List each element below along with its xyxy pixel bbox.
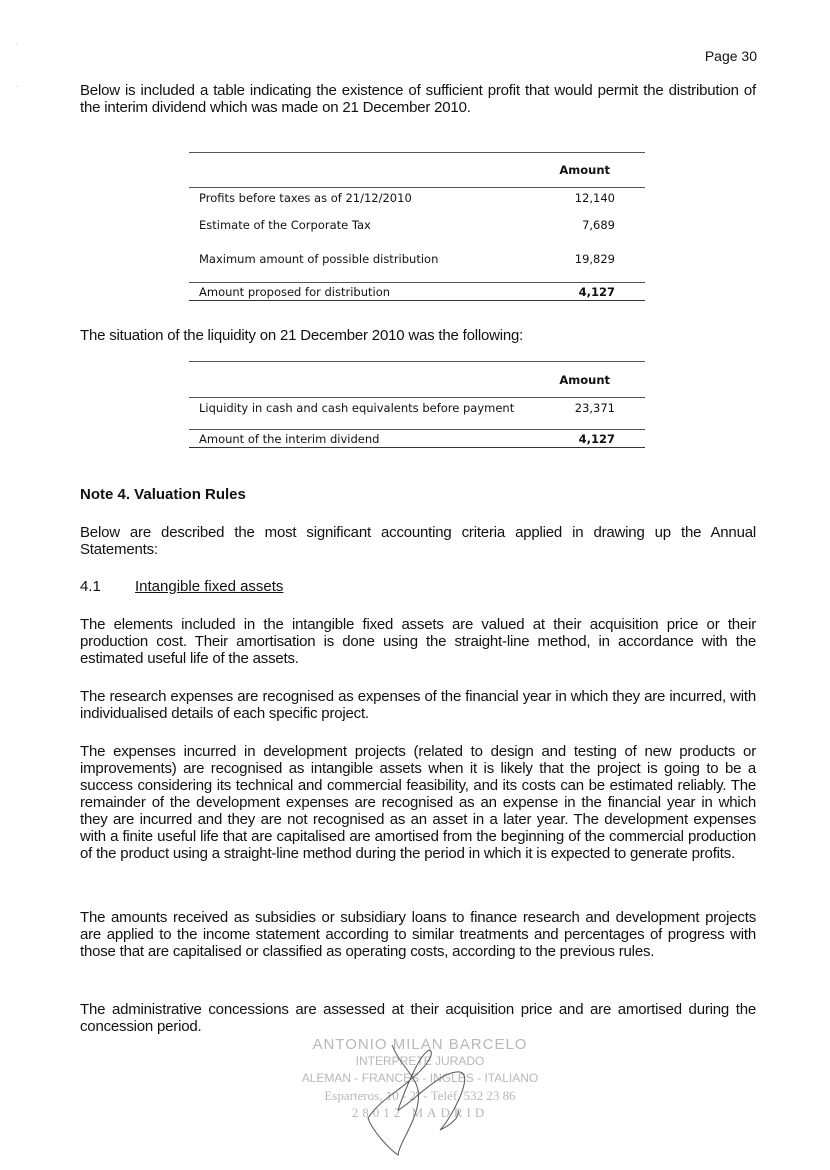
paragraph-research: The research expenses are recognised as expenses of the financial year in which they are incurred, with individualised details of each specific project.	[80, 688, 756, 722]
table-row	[189, 242, 645, 276]
paragraph-subsidies: The amounts received as subsidies or subsidiary loans to finance research and development projects are applied to the income statement according to similar treatments and percentages of progress with those that are capitalised or classified as operating costs, according to the previous rules.	[80, 909, 756, 960]
stamp-city: 28012 MADRID	[351, 1105, 489, 1120]
table-row	[189, 208, 645, 242]
total-label: Amount of the interim dividend	[199, 431, 380, 446]
signature-icon	[300, 1030, 540, 1160]
row-value: 23,371	[574, 401, 615, 415]
profit-table	[189, 152, 645, 301]
table-header	[189, 153, 645, 187]
paragraph-valuation: The elements included in the intangible fixed assets are valued at their acquisition price or their production cost. Their amortisation is done using the straight-line method, in accordance with the estimated useful life of the assets.	[80, 616, 756, 667]
total-row	[189, 430, 645, 447]
row-value: 19,829	[574, 252, 615, 266]
table-row	[189, 188, 645, 208]
section-number: 4.1	[80, 578, 101, 595]
stamp-languages: ALEMAN - FRANCES - INGLES - ITALIANO	[301, 1071, 539, 1085]
row-label: Profits before taxes as of 21/12/2010	[199, 191, 412, 205]
total-value: 4,127	[578, 284, 615, 299]
section-title: Intangible fixed assets	[135, 578, 284, 595]
table-header	[189, 362, 645, 397]
section-4-1-heading	[80, 578, 283, 595]
note4-heading: Note 4. Valuation Rules	[80, 486, 246, 503]
intro-paragraph: Below is included a table indicating the existence of sufficient profit that would permit the distribution of the interim dividend which was made on 21 December 2010.	[80, 82, 756, 116]
total-label: Amount proposed for distribution	[199, 284, 391, 299]
scan-mark: -	[16, 84, 18, 90]
stamp-title: INTERPRETE JURADO	[355, 1054, 485, 1068]
amount-header: Amount	[559, 163, 610, 177]
liquidity-intro: The situation of the liquidity on 21 December 2010 was the following:	[80, 327, 524, 344]
table-row	[189, 398, 645, 418]
total-value: 4,127	[578, 431, 615, 446]
paragraph-development: The expenses incurred in development projects (related to design and testing of new products or improvements) are recognised as intangible assets when it is likely that the project is going to be a success considering its technical and commercial feasibility, and its costs can be estimated reliably. The remainder of the development expenses are recognised as an expense in the financial year in which they are incurred and they are not recognised as an asset in a later year. The development expenses with a finite useful life that are capitalised are amortised from the beginning of the commercial production of the product using a straight-line method during the period in which it is expected to generate profits.	[80, 743, 756, 862]
total-bottom-rule	[189, 447, 645, 448]
scan-mark: '	[16, 43, 18, 49]
row-label: Estimate of the Corporate Tax	[199, 218, 371, 232]
note4-intro: Below are described the most significant accounting criteria applied in drawing up the Annual Statements:	[80, 524, 756, 558]
paragraph-concessions: The administrative concessions are assessed at their acquisition price and are amortised during the concession period.	[80, 1001, 756, 1035]
liquidity-table	[189, 361, 645, 448]
total-row	[189, 283, 645, 300]
page-number: Page 30	[704, 48, 757, 64]
amount-header: Amount	[559, 372, 610, 387]
total-bottom-rule	[189, 300, 645, 301]
row-value: 12,140	[574, 191, 615, 205]
row-label: Maximum amount of possible distribution	[199, 252, 439, 266]
stamp-name: ANTONIO MILAN BARCELO	[312, 1036, 528, 1053]
row-value: 7,689	[582, 218, 615, 232]
row-label: Liquidity in cash and cash equivalents before payment	[199, 401, 515, 415]
stamp-address: Esparteros, 10 - 2º - Teléf. 532 23 86	[324, 1088, 516, 1103]
